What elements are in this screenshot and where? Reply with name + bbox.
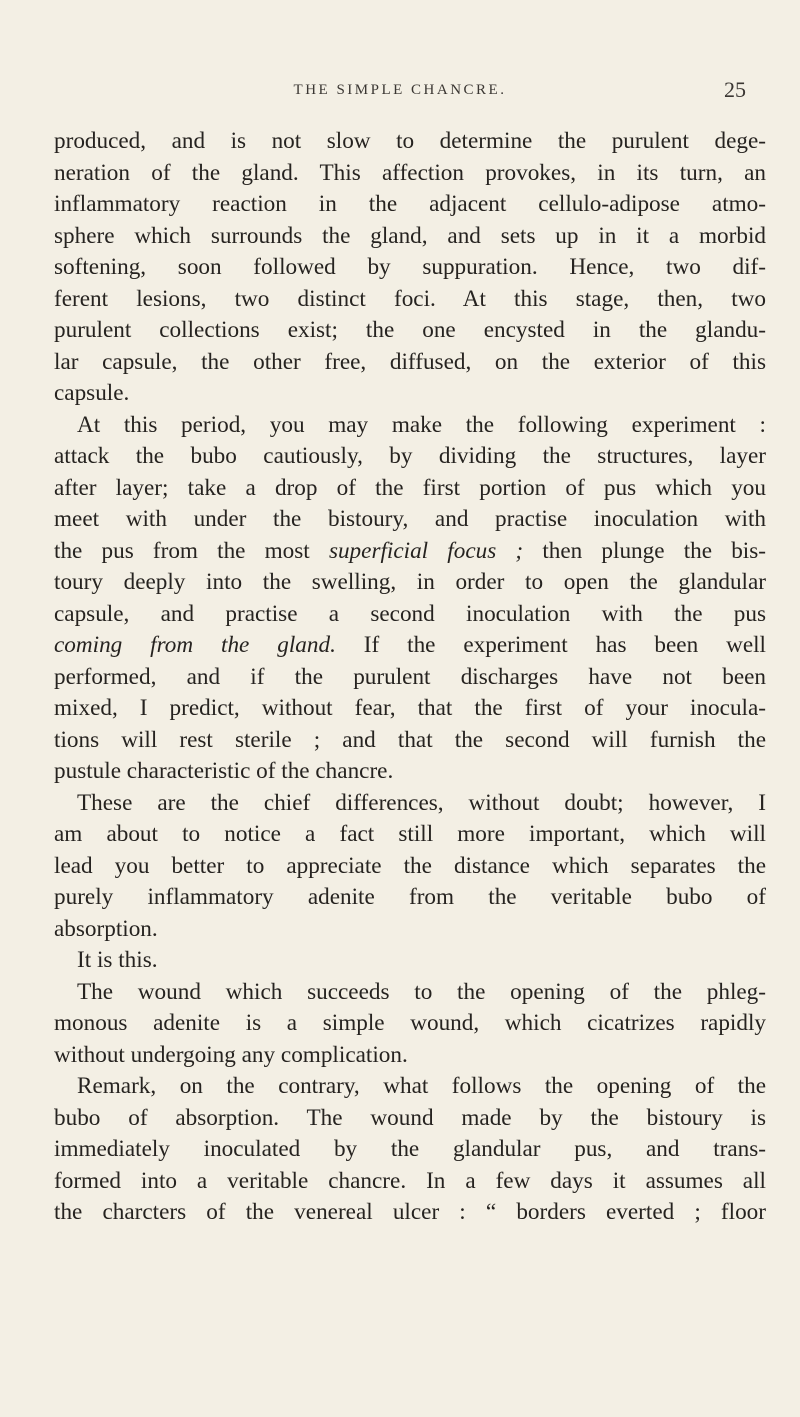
text-segment: then plunge the bis- [523,537,766,564]
page-number: 25 [724,77,746,102]
italic-phrase: coming from the gland. [54,632,336,658]
text-line [54,536,766,568]
text-line: It is this. [77,947,158,973]
text-line [54,630,766,662]
text-line: purely inflammatory adenite from the veritable bubo of [54,884,766,910]
text-line: sphere which surrounds the gland, and sets up in it a morbid [54,222,766,249]
running-head [0,77,800,106]
text-line: pustule characteristic of the chancre. [54,758,394,784]
text-segment: the pus from the most [54,537,329,564]
text-line: attack the bubo cautiously, by dividing the structures, layer [54,443,766,469]
text-line: neration of the gland. This affection provokes, in its turn, an [54,159,766,186]
text-line: monous adenite is a simple wound, which cicatrizes rapidly [54,1010,766,1036]
text-segment: If the experiment has been well [335,632,766,658]
text-line: Remark, on the contrary, what follows the opening of the [77,1073,766,1099]
text-line: softening, soon followed by suppuration. Hence, two dif- [54,254,766,280]
body-text [54,126,766,1229]
text-line: ferent lesions, two distinct foci. At this stage, then, two [54,285,766,312]
text-line: The wound which succeeds to the opening of the phleg- [77,978,766,1005]
text-line: lead you better to appreciate the distance which separates the [54,852,766,879]
text-line: produced, and is not slow to determine the purulent dege- [54,128,766,154]
text-line: lar capsule, the other free, diffused, on the exterior of this [54,348,766,375]
text-line: after layer; take a drop of the first portion of pus which you [54,474,766,501]
text-line: meet with under the bistoury, and practise inoculation with [54,506,766,532]
text-line: capsule. [54,380,130,406]
text-line: At this period, you may make the following experiment : [77,411,766,438]
text-line: bubo of absorption. The wound made by the bistoury is [54,1104,766,1131]
text-line: tions will rest sterile ; and that the second will furnish the [54,726,766,753]
text-line: mixed, I predict, without fear, that the first of your inocula- [54,695,766,721]
text-line: capsule, and practise a second inoculation with the pus [54,600,766,627]
text-line: absorption. [54,915,158,942]
text-line: These are the chief differences, without doubt; however, I [77,789,766,816]
italic-phrase: superficial focus ; [328,537,524,564]
text-line: the charcters of the venereal ulcer : “ borders everted ; floor [54,1199,766,1225]
text-line: purulent collections exist; the one encysted in the glandu- [54,317,766,343]
text-line: formed into a veritable chancre. In a few days it assumes all [54,1167,766,1194]
text-line: without undergoing any complication. [54,1041,408,1068]
text-line: inflammatory reaction in the adjacent cellulo-adipose atmo- [54,191,766,217]
text-line: immediately inoculated by the glandular pus, and trans- [54,1136,766,1162]
text-line: toury deeply into the swelling, in order to open the glandular [54,569,766,595]
running-title: THE SIMPLE CHANCRE. [293,82,507,98]
text-line: performed, and if the purulent discharges have not been [54,663,766,690]
text-line: am about to notice a fact still more important, which will [54,821,766,847]
